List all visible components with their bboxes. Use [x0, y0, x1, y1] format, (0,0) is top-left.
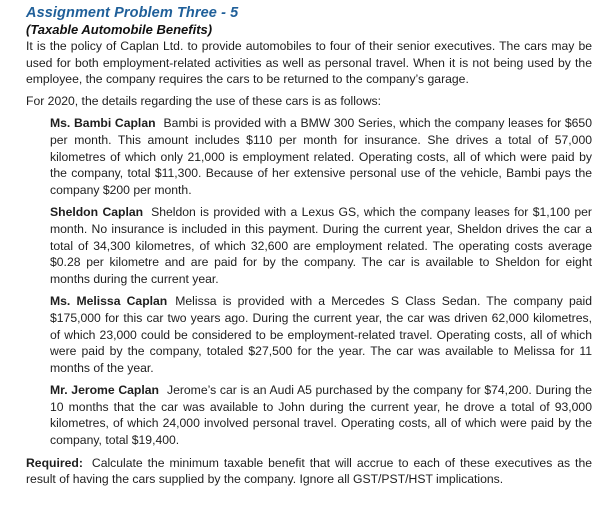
executive-name: Ms. Bambi Caplan	[50, 116, 156, 131]
executive-details: Melissa is provided with a Mercedes S Class Sedan. The company paid $175,000 for this car two years ago. During the current year, the car was driven 62,000 kilometres, of which 23,000 could be considered to be employment-related travel. Operating costs, all of which were paid by the company, totaled $27,500 for the year. The car was available to Melissa for 11 months of the year.	[50, 294, 592, 375]
executive-jerome	[26, 382, 592, 448]
intro-paragraph: It is the policy of Caplan Ltd. to provide automobiles to four of their senior executives. The cars may be used for both employment-related activities as well as personal travel. When it is not being used by the employee, the company requires the cars to be returned to the company’s garage.	[26, 39, 592, 87]
executive-bambi	[26, 115, 592, 198]
assignment-subtitle: (Taxable Automobile Benefits)	[26, 22, 213, 37]
required-paragraph	[26, 455, 592, 488]
executive-melissa	[26, 293, 592, 376]
required-label: Required:	[26, 455, 83, 470]
executive-details: Bambi is provided with a BMW 300 Series, which the company leases for $650 per month. This amount includes $110 per month for insurance. She drives a total of 57,000 kilometres of which only 21,000 is employment related. Operating costs, all of which were paid by the company, total $11,300. Because of her extensive personal use of the vehicle, Bambi pays the company $200 per month.	[50, 116, 592, 197]
lead-paragraph: For 2020, the details regarding the use of these cars is as follows:	[26, 93, 381, 108]
executive-name: Mr. Jerome Caplan	[50, 383, 159, 398]
executive-details: Sheldon is provided with a Lexus GS, which the company leases for $1,100 per month. No insurance is included in this payment. During the current year, Sheldon drives the car a total of 34,300 kilometres, of which 32,600 are employment related. The operating costs average $0.28 per kilometre and are paid for by the company. The car is available to Sheldon for eight months during the current year.	[50, 205, 592, 286]
executive-sheldon	[26, 204, 592, 287]
assignment-title: Assignment Problem Three - 5	[26, 5, 239, 21]
required-text: Calculate the minimum taxable benefit that will accrue to each of these executives as the result of having the cars supplied by the company. Ignore all GST/PST/HST implications.	[26, 455, 592, 487]
executive-name: Sheldon Caplan	[50, 205, 144, 220]
executive-details: Jerome’s car is an Audi A5 purchased by the company for $74,200. During the 10 months that the car was available to John during the current year, he drove a total of 93,000 kilometres, of which 24,000 involved personal travel. Operating costs, all of which were paid by the company, total $19,400.	[50, 383, 592, 448]
executive-name: Ms. Melissa Caplan	[50, 294, 168, 309]
